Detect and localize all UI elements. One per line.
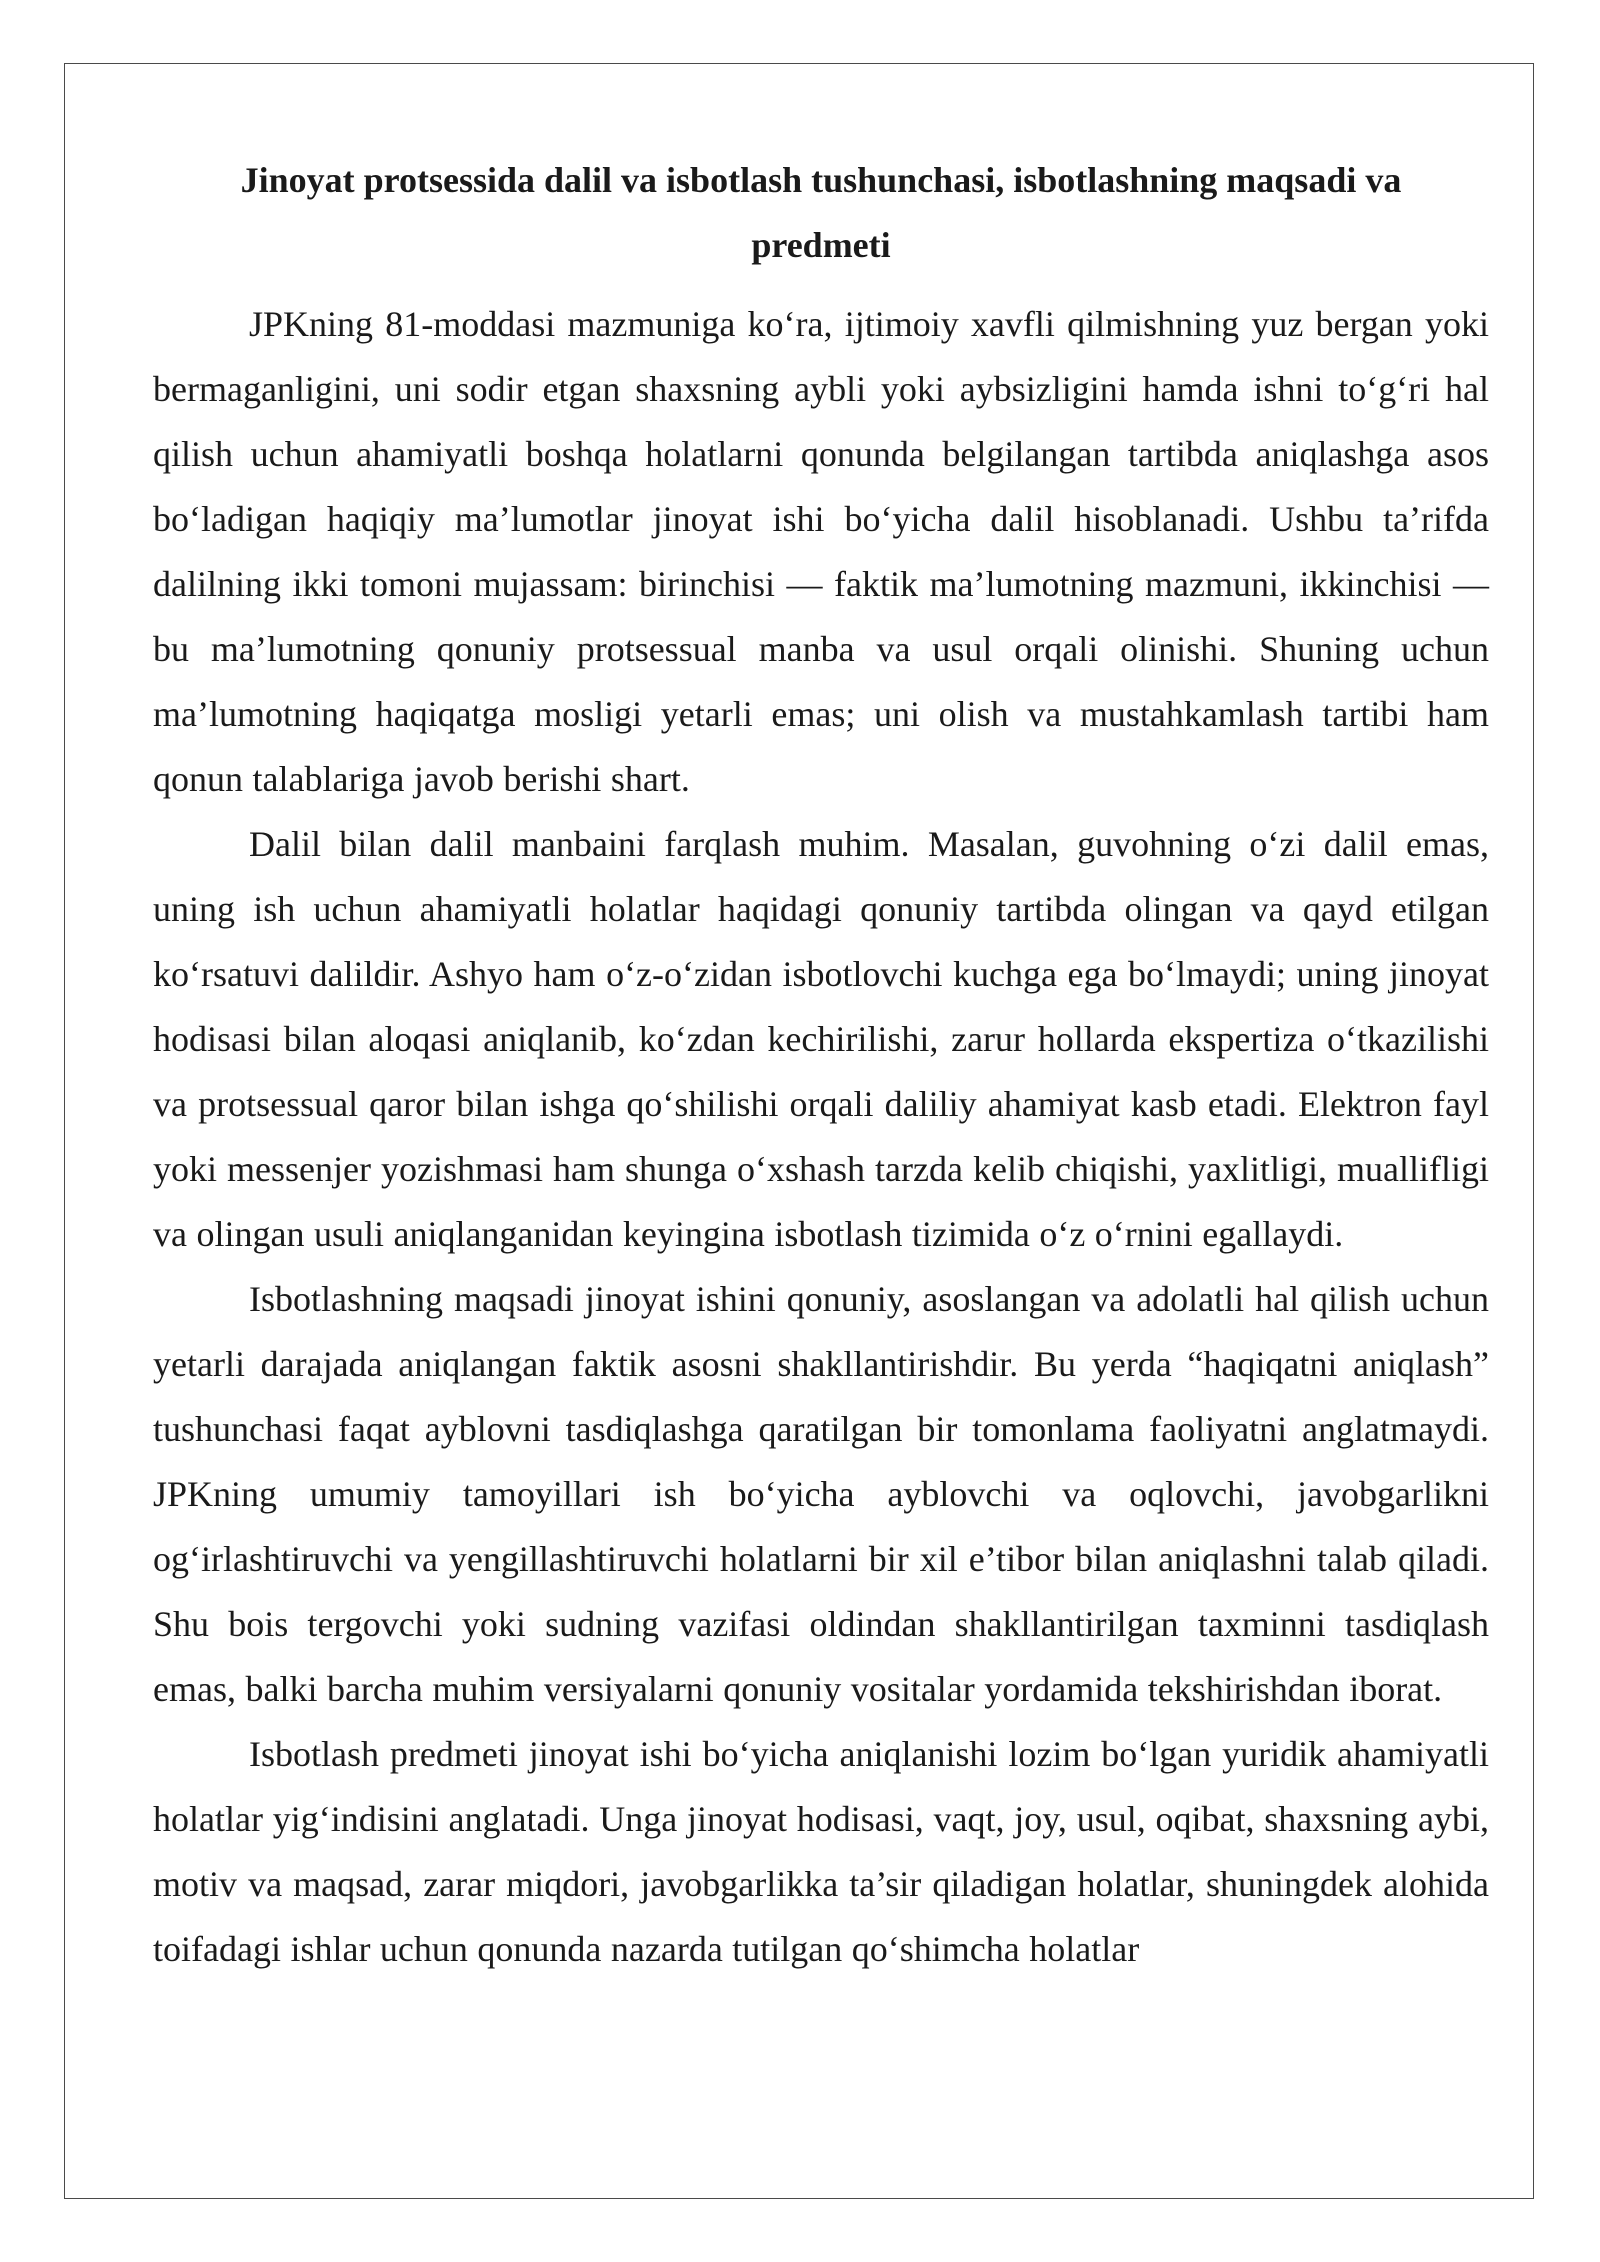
paragraph-evidence-definition: JPKning 81-moddasi mazmuniga ko‘ra, ijtimoiy xavfli qilmishning yuz bergan yoki bermaganligini, uni sodir etgan shaxsning aybli yoki aybsizligini hamda ishni to‘g‘ri hal qilish uchun ahamiyatli boshqa holatlarni qonunda belgilangan tartibda aniqlashga asos bo‘ladigan haqiqiy ma’lumotlar jinoyat ishi bo‘yicha dalil hisoblanadi. Ushbu ta’rifda dalilning ikki tomoni mujassam: birinchisi — faktik ma’lumotning mazmuni, ikkinchisi — bu ma’lumotning qonuniy protsessual manba va usul orqali olinishi. Shuning uchun ma’lumotning haqiqatga mosligi yetarli emas; uni olish va mustahkamlash tartibi ham qonun talablariga javob berishi shart. bbox=[153, 304, 1489, 799]
paragraph-proof-subject: Isbotlash predmeti jinoyat ishi bo‘yicha aniqlanishi lozim bo‘lgan yuridik ahamiyatli holatlar yig‘indisini anglatadi. Unga jinoyat hodisasi, vaqt, joy, usul, oqibat, shaxsning aybi, motiv va maqsad, zarar miqdori, javobgarlikka ta’sir qiladigan holatlar, shuningdek alohida toifadagi ishlar uchun qonunda nazarda tutilgan qo‘shimcha holatlar bbox=[153, 1734, 1489, 1969]
document-title: Jinoyat protsessida dalil va isbotlash tushunchasi, isbotlashning maqsadi va predmeti bbox=[240, 160, 1402, 265]
paragraph-proof-purpose: Isbotlashning maqsadi jinoyat ishini qonuniy, asoslangan va adolatli hal qilish uchun yetarli darajada aniqlangan faktik asosni shakllantirishdir. Bu yerda “haqiqatni aniqlash” tushunchasi faqat ayblovni tasdiqlashga qaratilgan bir tomonlama faoliyatni anglatmaydi. JPKning umumiy tamoyillari ish bo‘yicha ayblovchi va oqlovchi, javobgarlikni og‘irlashtiruvchi va yengillashtiruvchi holatlarni bir xil e’tibor bilan aniqlashni talab qiladi. Shu bois tergovchi yoki sudning vazifasi oldindan shakllantirilgan taxminni tasdiqlash emas, balki barcha muhim versiyalarni qonuniy vositalar yordamida tekshirishdan iborat. bbox=[153, 1279, 1489, 1709]
paragraph-evidence-source: Dalil bilan dalil manbaini farqlash muhim. Masalan, guvohning o‘zi dalil emas, uning ish uchun ahamiyatli holatlar haqidagi qonuniy tartibda olingan va qayd etilgan ko‘rsatuvi dalildir. Ashyo ham o‘z-o‘zidan isbotlovchi kuchga ega bo‘lmaydi; uning jinoyat hodisasi bilan aloqasi aniqlanib, ko‘zdan kechirilishi, zarur hollarda ekspertiza o‘tkazilishi va protsessual qaror bilan ishga qo‘shilishi orqali daliliy ahamiyat kasb etadi. Elektron fayl yoki messenjer yozishmasi ham shunga o‘xshash tarzda kelib chiqishi, yaxlitligi, muallifligi va olingan usuli aniqlanganidan keyingina isbotlash tizimida o‘z o‘rnini egallaydi. bbox=[153, 824, 1489, 1254]
document-body bbox=[153, 148, 1489, 1982]
